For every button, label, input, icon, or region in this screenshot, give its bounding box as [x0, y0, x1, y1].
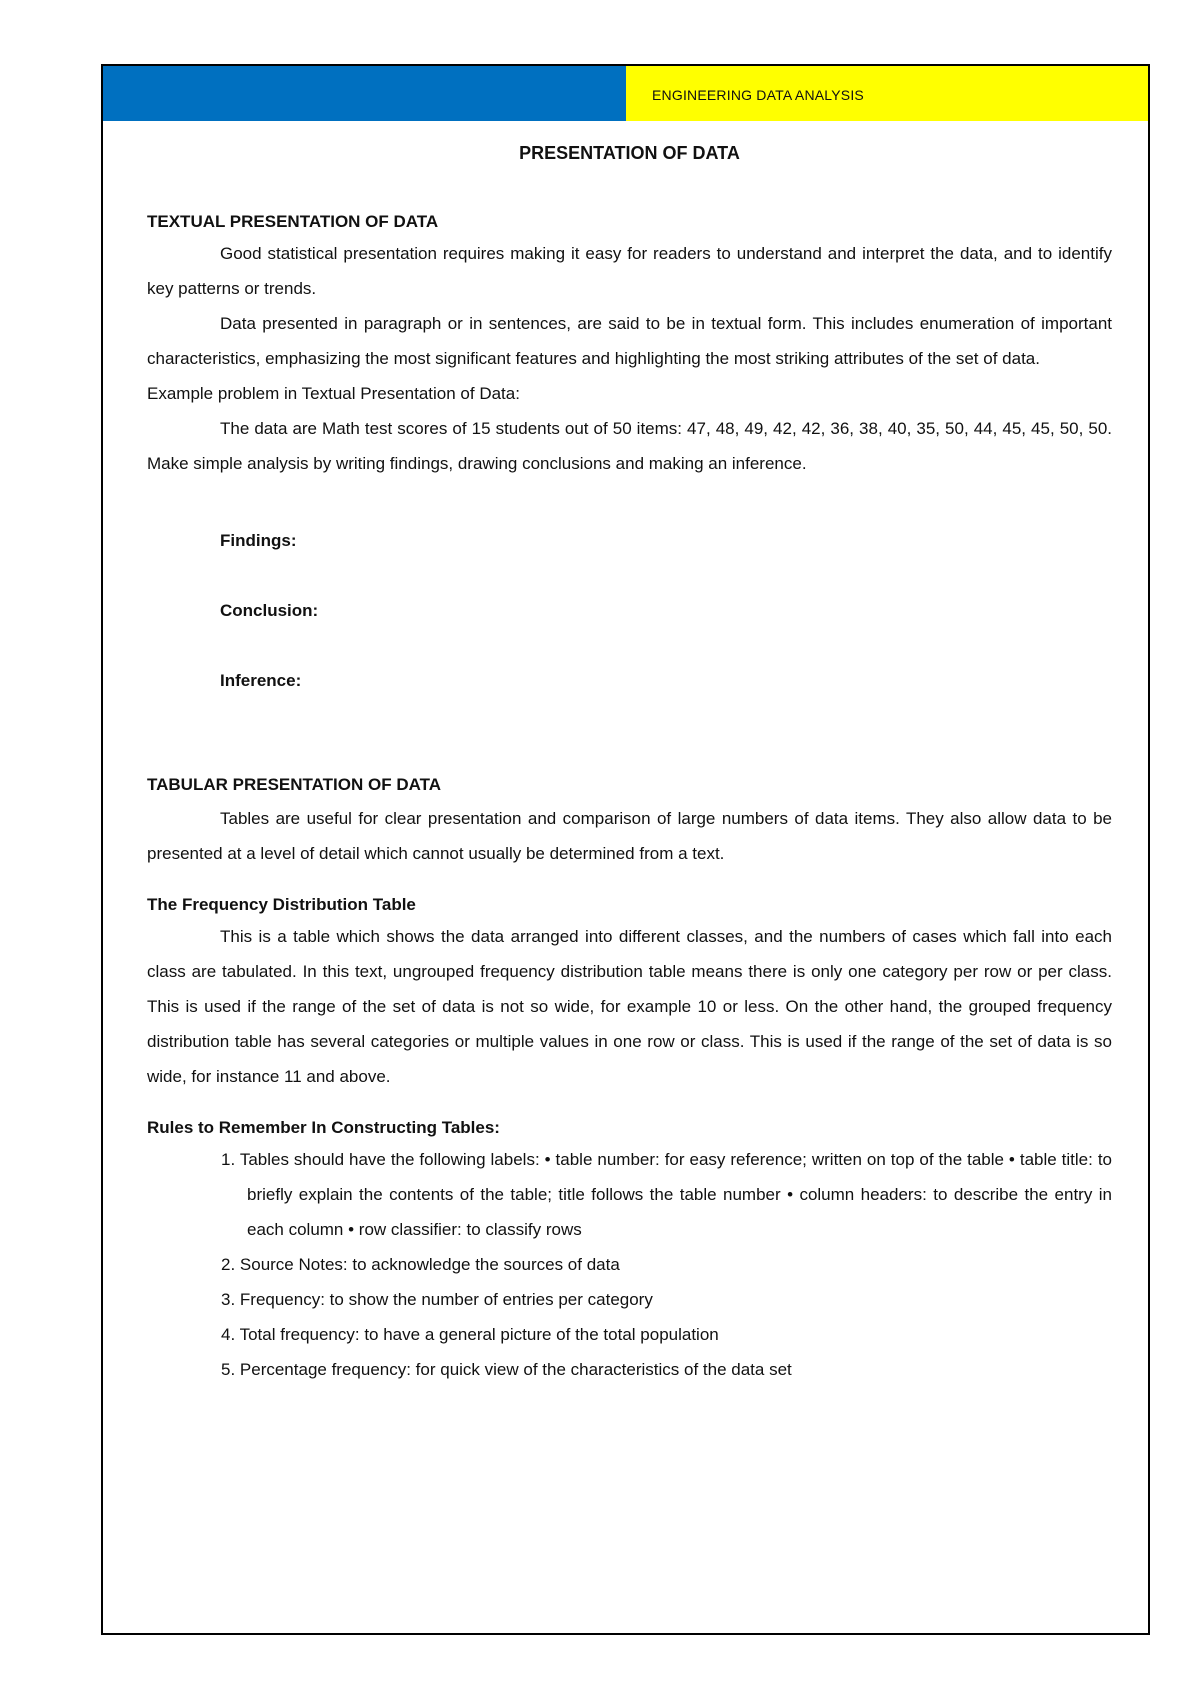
frequency-heading: The Frequency Distribution Table — [147, 895, 416, 914]
list-item: 1. Tables should have the following labels: • table number: for easy reference; written on top of the table • table title: to briefly explain the contents of the table; title follows the table number • column headers: to describe the entry in each column • row classifier: to classify rows — [221, 1150, 1112, 1239]
textual-paragraph-1: Good statistical presentation requires making it easy for readers to understand and interpret the data, and to identify key patterns or trends. — [147, 244, 1112, 298]
inference-label: Inference: — [220, 671, 302, 690]
list-item: 5. Percentage frequency: for quick view of the characteristics of the data set — [221, 1360, 792, 1379]
header-band — [103, 66, 1148, 121]
example-intro: Example problem in Textual Presentation of Data: — [147, 384, 520, 403]
page-title: PRESENTATION OF DATA — [519, 143, 740, 163]
findings-label: Findings: — [220, 531, 297, 550]
list-item: 2. Source Notes: to acknowledge the sources of data — [221, 1255, 620, 1274]
textual-paragraph-2: Data presented in paragraph or in sentences, are said to be in textual form. This includes enumeration of important characteristics, emphasizing the most significant features and highlighting the most striking attributes of the set of data. — [147, 314, 1112, 368]
tabular-heading: TABULAR PRESENTATION OF DATA — [147, 775, 442, 794]
rules-list — [147, 1142, 1112, 1387]
frequency-paragraph: This is a table which shows the data arranged into different classes, and the numbers of cases which fall into each class are tabulated. In this text, ungrouped frequency distribution table means there is only one category per row or per class. This is used if the range of the set of data is not so wide, for example 10 or less. On the other hand, the grouped frequency distribution table has several categories or multiple values in one row or class. This is used if the range of the set of data is so wide, for instance 11 and above. — [147, 927, 1112, 1086]
textual-heading: TEXTUAL PRESENTATION OF DATA — [147, 212, 439, 231]
course-title: ENGINEERING DATA ANALYSIS — [652, 87, 864, 103]
tabular-paragraph: Tables are useful for clear presentation and comparison of large numbers of data items. They also allow data to be presented at a level of detail which cannot usually be determined from a text. — [147, 809, 1112, 863]
example-text: The data are Math test scores of 15 students out of 50 items: 47, 48, 49, 42, 42, 36, 38, 40, 35, 50, 44, 45, 45, 50, 50. Make simple analysis by writing findings, drawing conclusions and making an inference. — [147, 419, 1112, 473]
document-body — [147, 121, 1112, 1387]
list-item: 3. Frequency: to show the number of entries per category — [221, 1290, 653, 1309]
list-item: 4. Total frequency: to have a general picture of the total population — [221, 1325, 719, 1344]
rules-heading: Rules to Remember In Constructing Tables: — [147, 1118, 500, 1137]
page-frame — [101, 64, 1150, 1635]
header-blue-block — [103, 66, 626, 121]
header-yellow-block — [626, 66, 1148, 121]
conclusion-label: Conclusion: — [220, 601, 319, 620]
